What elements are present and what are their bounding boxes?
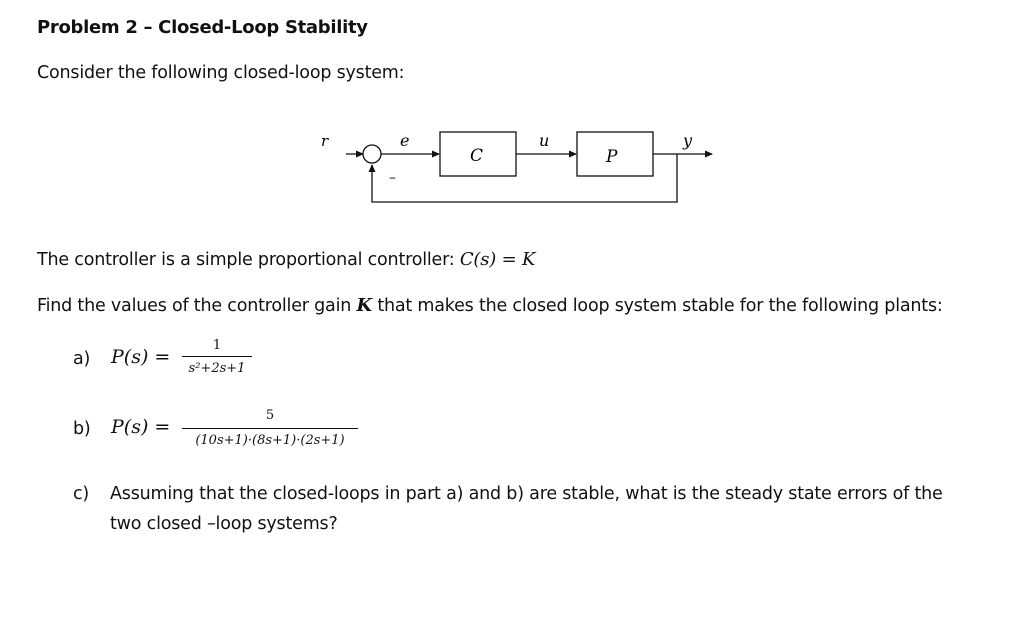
intro-text: Consider the following closed-loop system: xyxy=(37,63,405,83)
problem-title: Problem 2 – Closed-Loop Stability xyxy=(37,17,368,38)
find-sentence xyxy=(37,295,943,316)
label-e: e xyxy=(400,131,410,150)
label-r: r xyxy=(321,132,329,150)
find-text-before: Find the values of the controller gain xyxy=(37,296,357,316)
label-y: y xyxy=(683,131,693,150)
part-a-fraction-bar xyxy=(182,356,252,357)
controller-prefix: The controller is a simple proportional controller: xyxy=(37,250,460,270)
controller-equation: C(s) = K xyxy=(459,249,536,270)
part-a-lhs: P(s) = xyxy=(111,346,171,368)
part-c-label: c) xyxy=(73,484,90,504)
controller-sentence xyxy=(37,249,535,270)
minus-sign: – xyxy=(389,170,396,186)
label-u: u xyxy=(539,131,550,150)
part-b-denominator: (10s+1)·(8s+1)·(2s+1) xyxy=(195,433,345,448)
part-b-fraction-bar xyxy=(182,428,358,429)
part-b-label: b) xyxy=(73,419,91,439)
part-c-line1: Assuming that the closed-loops in part a) and b) are stable, what is the steady state errors of the xyxy=(110,484,943,504)
part-a-denominator: s²+2s+1 xyxy=(188,361,246,376)
find-var-k: K xyxy=(356,295,372,316)
find-text-after: that makes the closed loop system stable for the following plants: xyxy=(371,296,943,316)
part-a-numerator: 1 xyxy=(212,338,222,353)
controller-label: C xyxy=(470,146,484,166)
summing-junction xyxy=(363,145,381,163)
part-c-line2: two closed –loop systems? xyxy=(110,514,338,534)
plant-label: P xyxy=(606,147,618,167)
part-b-numerator: 5 xyxy=(265,408,275,423)
part-a-label: a) xyxy=(73,349,91,369)
part-b-lhs: P(s) = xyxy=(111,416,171,438)
